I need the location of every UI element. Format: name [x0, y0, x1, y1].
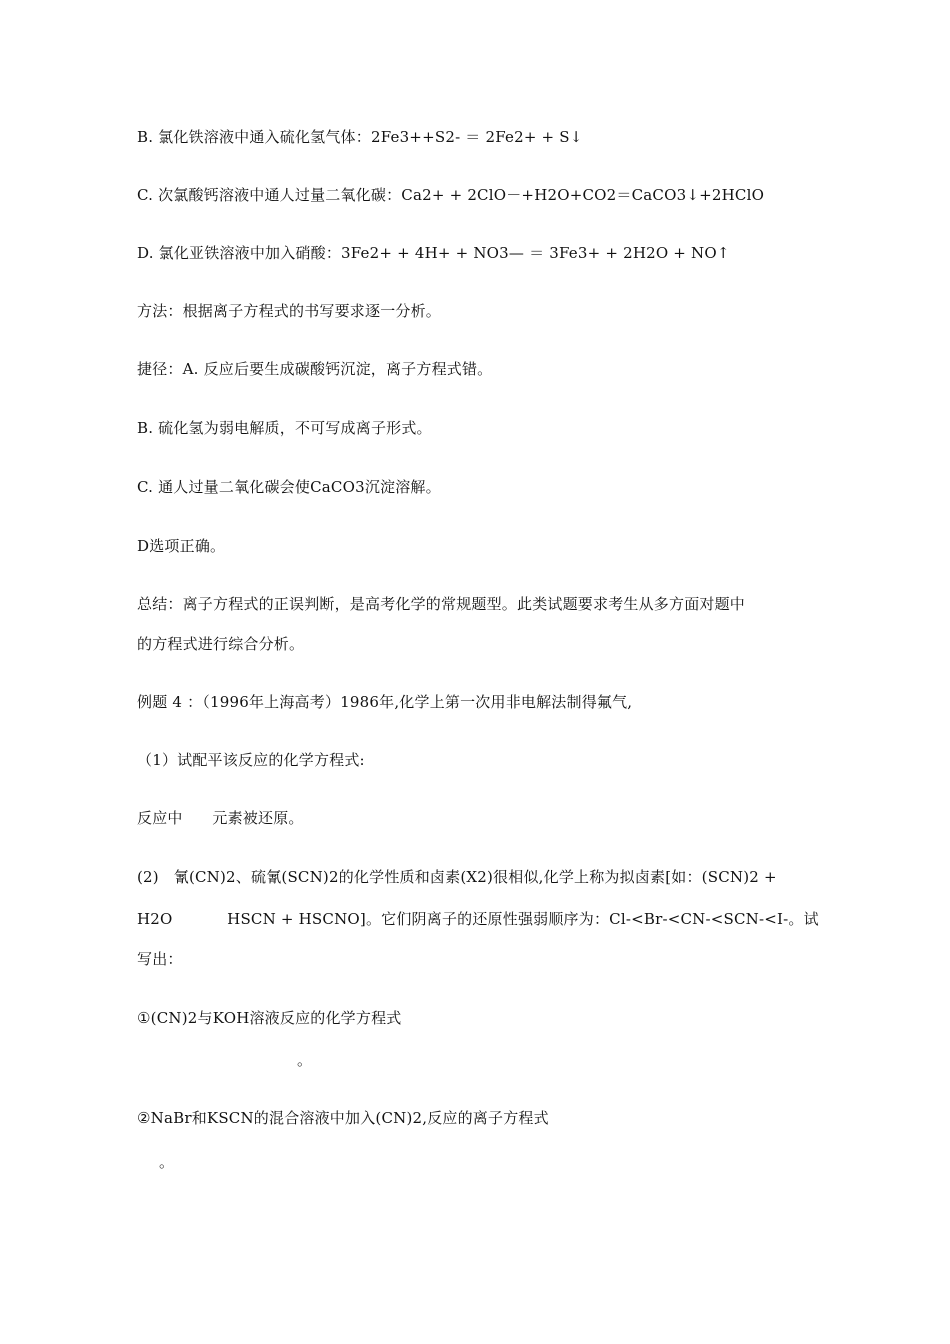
- option-c-equation: C. 次氯酸钙溶液中通人过量二氧化碳：Ca2+ + 2ClO－+H2O+CO2＝CaCO3↓+2HClO: [137, 186, 765, 204]
- question-2-line-3: 写出：: [137, 950, 183, 968]
- sub-question-2-text: ②NaBr和KSCN的混合溶液中加入(CN)2,反应的离子方程式: [137, 1109, 549, 1127]
- shortcut-b-text: B. 硫化氢为弱电解质，不可写成离子形式。: [137, 419, 432, 437]
- summary-line-2: 的方程式进行综合分析。: [137, 635, 305, 653]
- answer-text: D选项正确。: [137, 537, 226, 555]
- option-d-equation: D. 氯化亚铁溶液中加入硝酸：3Fe2+ + 4H+ + NO3— ＝ 3Fe3+ + 2H2O + NO↑: [137, 244, 730, 262]
- question-2-line-1: (2) 氰(CN)2、硫氰(SCN)2的化学性质和卤素(X2)很相似,化学上称为拟卤素[如：(SCN)2 +: [137, 868, 777, 886]
- sub-question-1-text: ①(CN)2与KOH溶液反应的化学方程式: [137, 1009, 402, 1027]
- question-2-line-2: H2O HSCN + HSCNO]。它们阴离子的还原性强弱顺序为：Cl-<Br-<CN-<SCN-<I-。试: [137, 910, 819, 928]
- example-4-heading: 例题 4 ：（1996年上海高考）1986年,化学上第一次用非电解法制得氟气,: [137, 693, 633, 711]
- question-1-text: （1）试配平该反应的化学方程式:: [137, 751, 365, 769]
- shortcut-c-text: C. 通人过量二氧化碳会使CaCO3沉淀溶解。: [137, 478, 441, 496]
- reduced-element-text: 反应中 元素被还原。: [137, 809, 304, 827]
- summary-line-1: 总结：离子方程式的正误判断，是高考化学的常规题型。此类试题要求考生从多方面对题中: [137, 595, 746, 613]
- option-b-equation: B. 氯化铁溶液中通入硫化氢气体：2Fe3++S2- ＝ 2Fe2+ + S↓: [137, 128, 583, 146]
- method-text: 方法：根据离子方程式的书写要求逐一分析。: [137, 302, 442, 320]
- sub-question-2-blank-end: 。: [159, 1153, 175, 1171]
- sub-question-1-blank-end: 。: [297, 1051, 313, 1069]
- shortcut-a-text: 捷径：A. 反应后要生成碳酸钙沉淀，离子方程式错。: [137, 360, 493, 378]
